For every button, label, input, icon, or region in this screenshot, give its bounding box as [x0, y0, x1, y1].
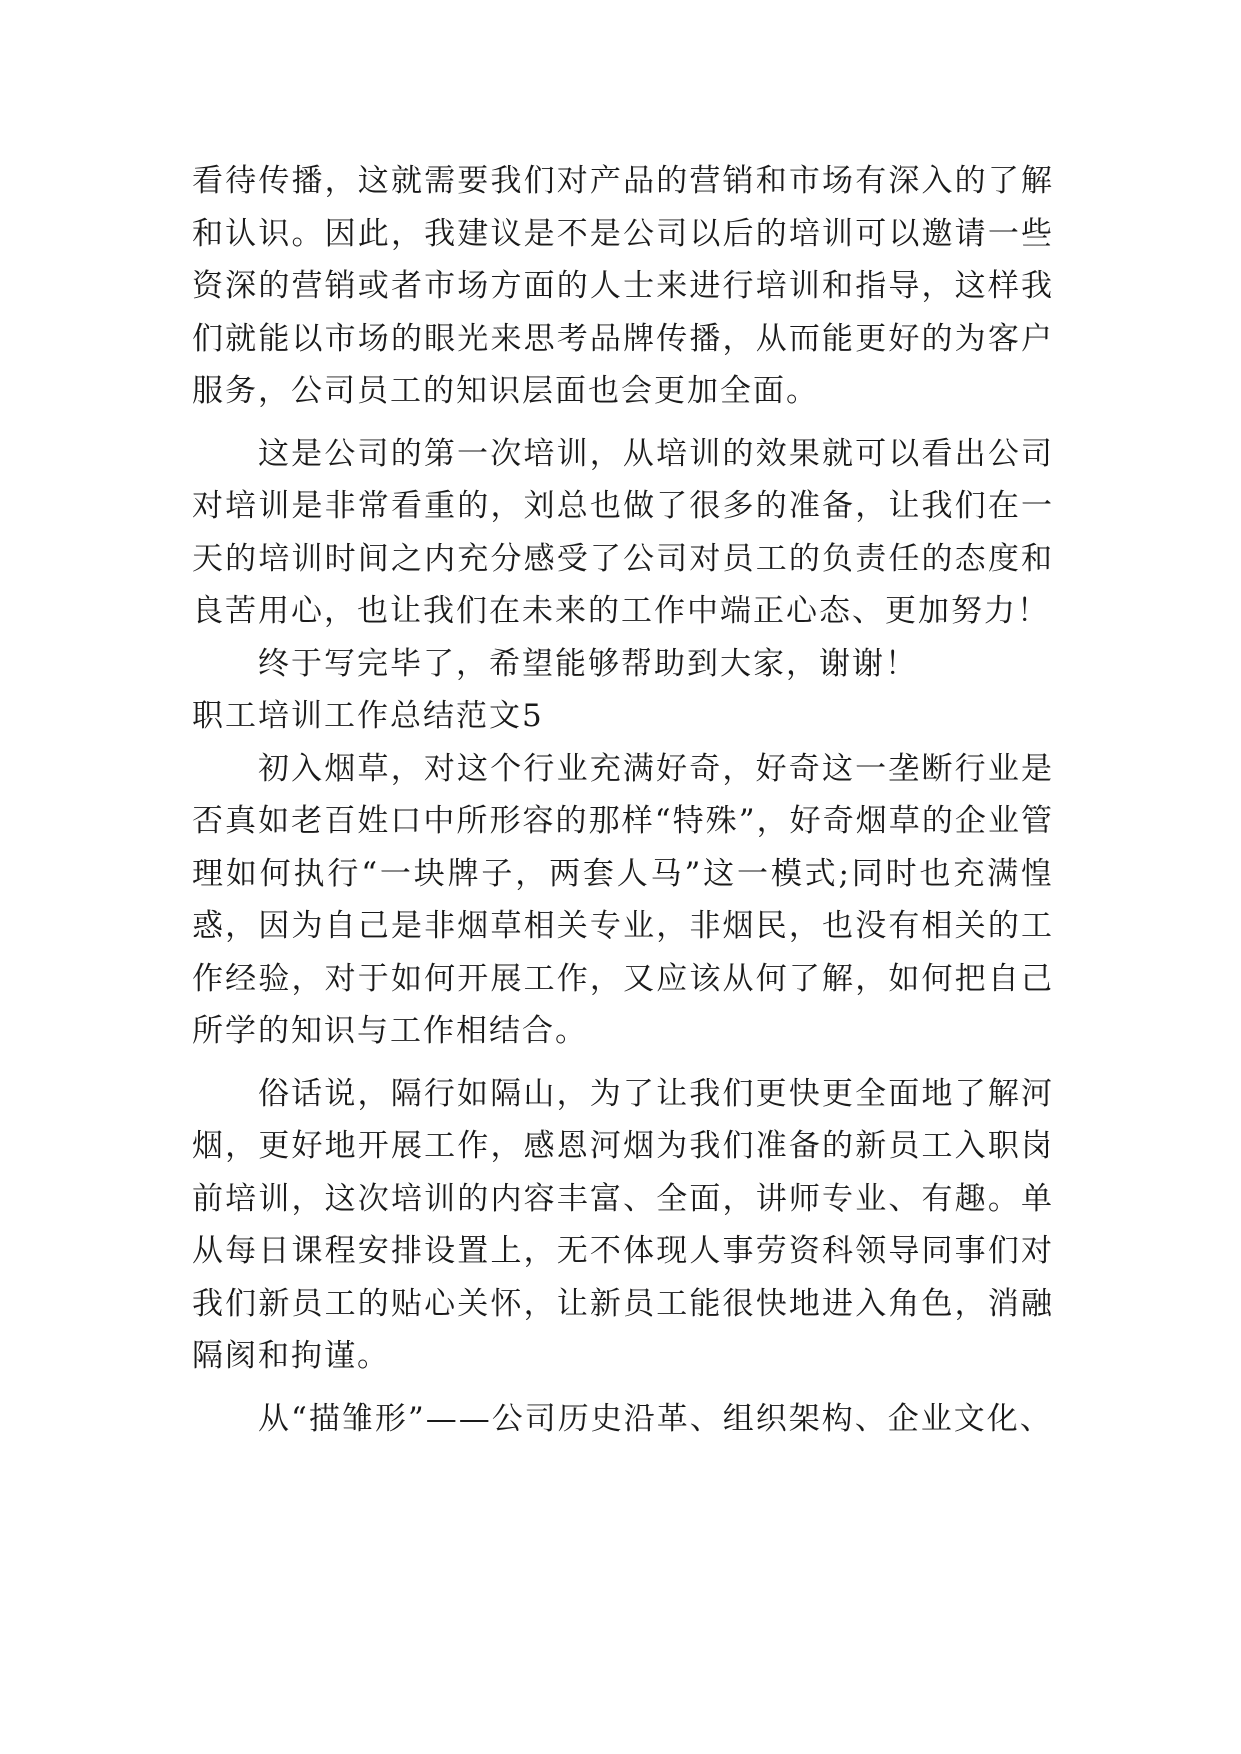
paragraph-brand-communication: 看待传播，这就需要我们对产品的营销和市场有深入的了解和认识。因此，我建议是不是公司以后的培训可以邀请一些资深的营销或者市场方面的人士来进行培训和指导，这样我们就能以市场的眼光来思考品牌传播，从而能更好的为客户服务，公司员工的知识层面也会更加全面。 [192, 163, 1054, 409]
paragraph-onboarding-training: 俗话说，隔行如隔山，为了让我们更快更全面地了解河烟，更好地开展工作，感恩河烟为我们准备的新员工入职岗前培训，这次培训的内容丰富、全面，讲师专业、有趣。单从每日课程安排设置上，无不体现人事劳资科领导同事们对我们新员工的贴心关怀，让新员工能很快地进入角色，消融隔阂和拘谨。 [192, 1075, 1054, 1374]
document-body [192, 155, 1054, 1445]
paragraph-closing-thanks: 终于写完毕了，希望能够帮助到大家，谢谢！ [258, 645, 918, 682]
section-title: 职工培训工作总结范文5 [192, 698, 544, 734]
paragraph-first-training: 这是公司的第一次培训，从培训的效果就可以看出公司对培训是非常看重的，刘总也做了很多的准备，让我们在一天的培训时间之内充分感受了公司对员工的负责任的态度和良苦用心，也让我们在未来的工作中端正心态、更加努力！ [192, 435, 1054, 629]
paragraph-outline-start: 从“描雏形”——公司历史沿革、组织架构、企业文化、 [258, 1400, 1053, 1437]
paragraph-tobacco-intro: 初入烟草，对这个行业充满好奇，好奇这一垄断行业是否真如老百姓口中所形容的那样“特殊”，好奇烟草的企业管理如何执行“一块牌子，两套人马”这一模式;同时也充满惶惑，因为自己是非烟草相关专业，非烟民，也没有相关的工作经验，对于如何开展工作，又应该从何了解，如何把自己所学的知识与工作相结合。 [192, 750, 1054, 1049]
